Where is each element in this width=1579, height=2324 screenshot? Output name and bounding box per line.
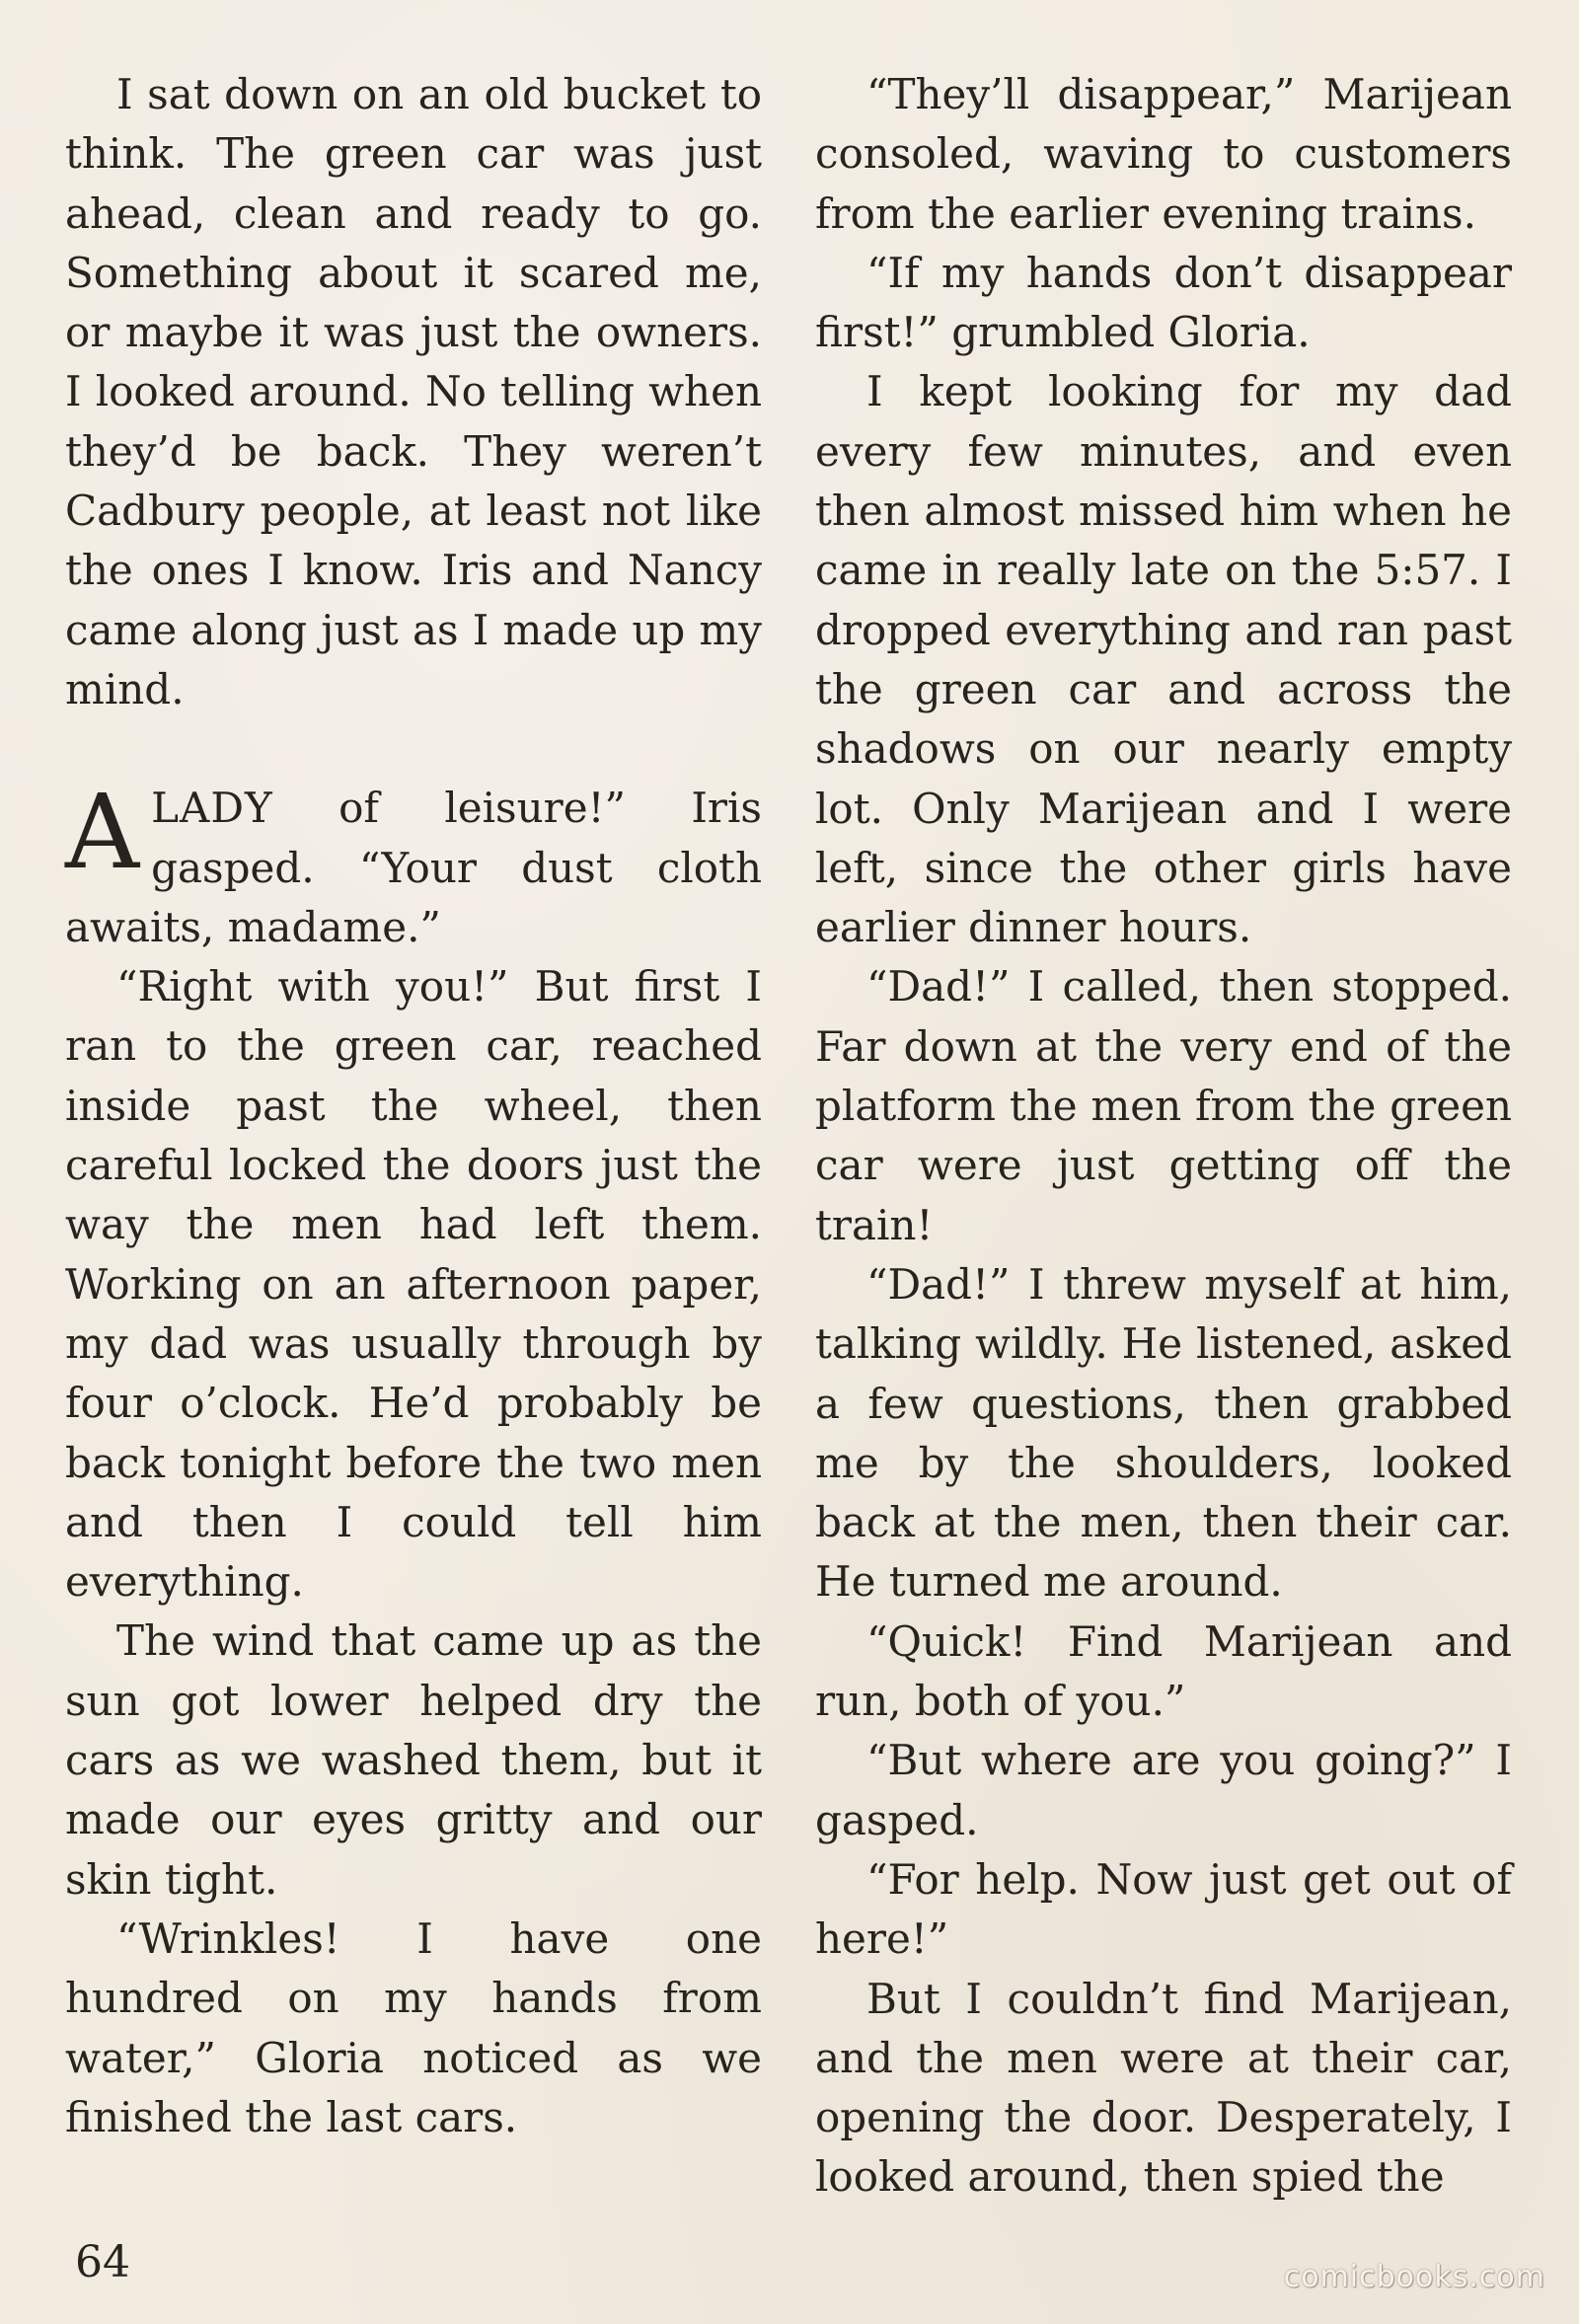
small-caps-lead: LADY (151, 784, 273, 833)
paragraph: “If my hands don’t disappear first!” grumbled Gloria. (815, 248, 1512, 357)
watermark: comicbooks.com (1283, 2260, 1545, 2294)
paragraph: “For help. Now just get out of here!” (815, 1854, 1512, 1964)
paragraph-with-dropcap (65, 772, 762, 957)
section-break (65, 719, 762, 779)
paragraph: “But where are you going?” I gasped. (815, 1736, 1512, 1844)
paragraph: “Dad!” I called, then stopped. Far down at the very end of the platform the men from the green car were just getting off the train! (815, 962, 1512, 1249)
paragraph: I sat down on an old bucket to think. The green car was just ahead, clean and ready to go. Something about it scared me, or maybe it was just the owners. I looked around. No telling when they’d be back. They weren’t Cadbury people, at least not like the ones I know. Iris and Nancy came along just as I made up my mind. (65, 70, 762, 713)
left-column (65, 65, 762, 2147)
paragraph: I kept looking for my dad every few minutes, and even then almost missed him when he came in really late on the 5:57. I dropped everything and ran past the green car and across the shadows on our nearly empty lot. Only Marijean and I were left, since the other girls have earlier dinner hours. (815, 367, 1512, 952)
paragraph: “Quick! Find Marijean and run, both of you.” (815, 1616, 1512, 1726)
paragraph: But I couldn’t find Marijean, and the men were at their car, opening the door. Desperately, I looked around, then spied the (815, 1974, 1512, 2202)
paragraph: “They’ll disappear,” Marijean consoled, waving to customers from the earlier evening trains. (815, 70, 1512, 238)
right-column (815, 65, 1512, 2208)
paragraph: “Dad!” I threw myself at him, talking wildly. He listened, asked a few questions, then grabbed me by the shoulders, looked back at the men, then their car. He turned me around. (815, 1259, 1512, 1607)
paragraph: The wind that came up as the sun got lower helped dry the cars as we washed them, but it made our eyes gritty and our skin tight. (65, 1616, 762, 1904)
paragraph-continuation: of leisure!” Iris gasped. “Your dust cloth awaits, madame.” (65, 784, 762, 951)
page-number: 64 (75, 2237, 130, 2287)
paragraph: “Wrinkles! I have one hundred on my hands from water,” Gloria noticed as we finished the last cars. (65, 1913, 762, 2141)
drop-cap: A (65, 772, 140, 893)
paragraph: “Right with you!” But first I ran to the green car, reached inside past the wheel, then careful locked the doors just the way the men had left them. Working on an afternoon paper, my dad was usually through by four o’clock. He’d probably be back tonight before the two men and then I could tell him everything. (65, 962, 762, 1607)
